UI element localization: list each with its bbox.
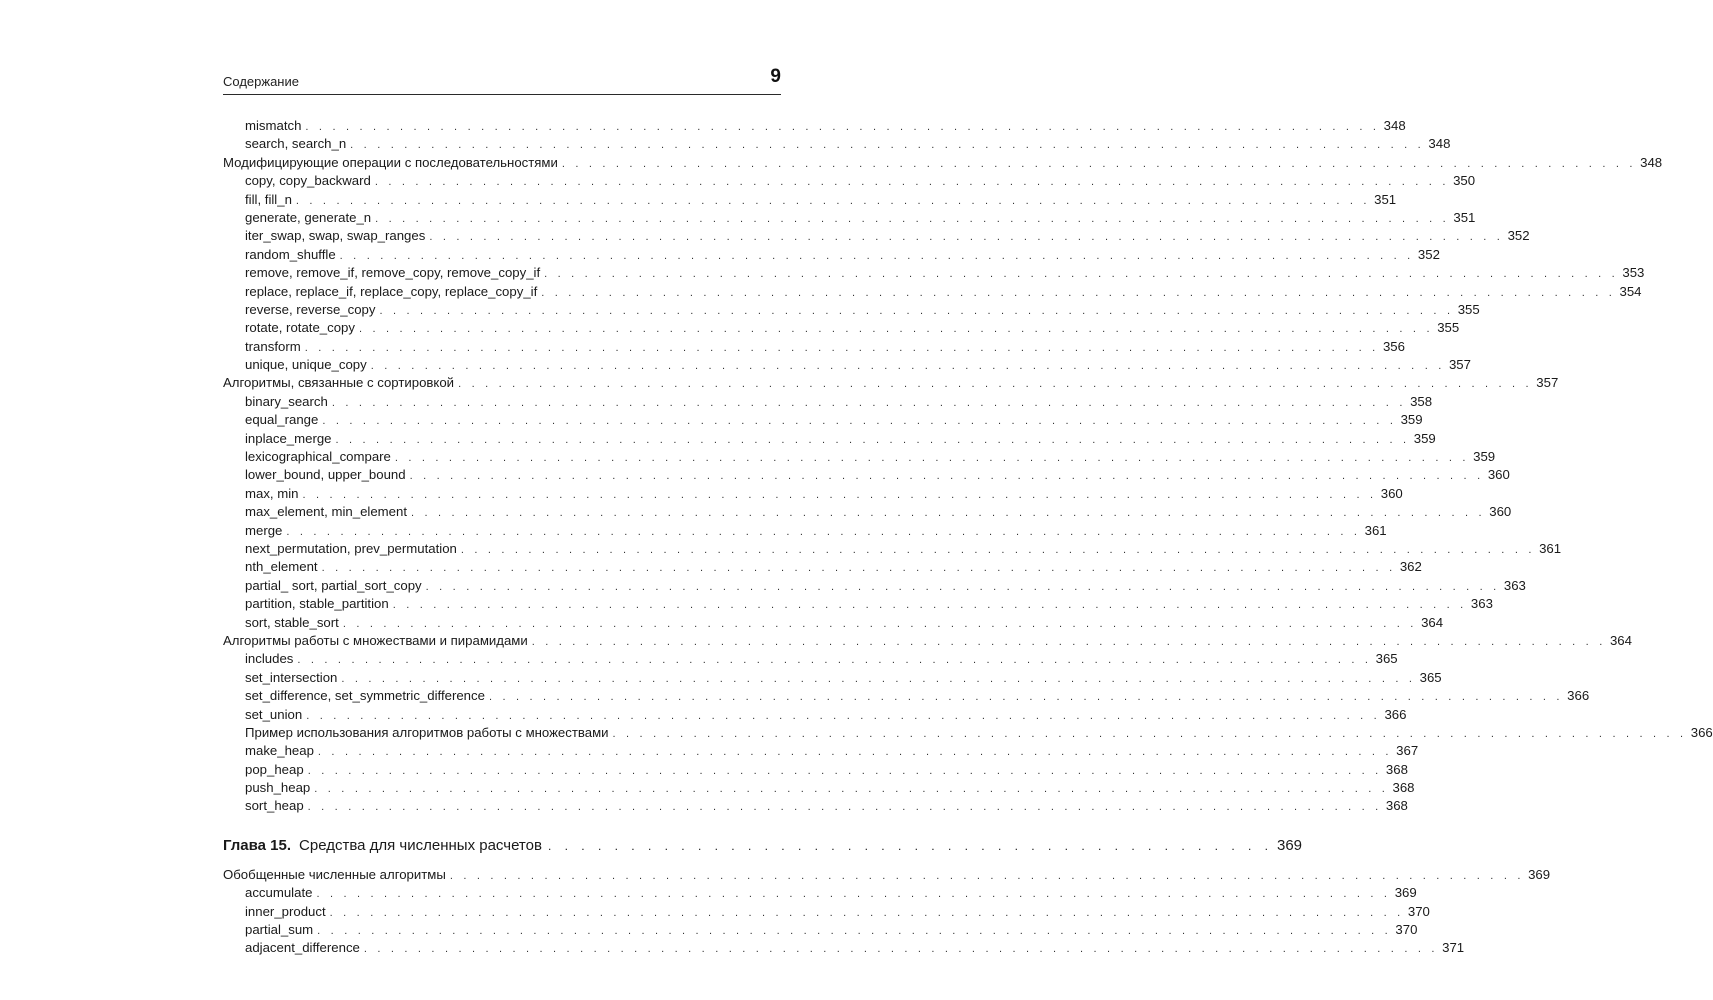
toc-subentry[interactable] [223, 319, 1460, 337]
toc-entry-page: 355 [1437, 320, 1460, 336]
toc-entry-label: set_union [245, 706, 303, 722]
dot-leader: . . . . . . . . . . . . . . . . . . . . . . . . . . . . . . . . . . . . . . . . . . . . . . . . . . . . . . . . . . . . . . . . . . . . . . . . . . . . . . . . [307, 764, 1382, 777]
dot-leader: . . . . . . . . . . . . . . . . . . . . . . . . . . . . . . . . . . . . . . . . . . . . . . . . . . . . . . . . . . . . . . . . . . . . . . . . . . . . . . . . [286, 525, 1361, 538]
toc-entry-page: 350 [1453, 173, 1476, 189]
toc-subentry[interactable] [223, 614, 1444, 632]
dot-leader: . . . . . . . . . . . . . . . . . . . . . . . . . . . . . . . . . . . . . . . . . . . . . . . . . . . . . . . . . . . . . . . . . . . . . . . . . . . . . . . . [460, 543, 1536, 556]
toc-section-entry[interactable] [223, 154, 1663, 172]
page-number: 9 [770, 66, 781, 87]
dot-leader: . . . . . . . . . . . . . . . . . . . . . . . . . . . . . . . . . . . . . . . . . . . . . . . . . . . . . . . . . . . . . . . . . . . . . . . . . . . . . . . . [458, 378, 1533, 391]
toc-entry-page: 368 [1392, 780, 1415, 796]
toc-subentry[interactable] [223, 411, 1423, 429]
toc-subentry[interactable] [223, 540, 1562, 558]
toc-section-after-chapter [223, 866, 1551, 958]
toc-entry-page: 353 [1622, 265, 1645, 281]
toc-entry-label: partial_ sort, partial_sort_copy [245, 577, 422, 593]
toc-entry-page: 359 [1473, 449, 1496, 465]
toc-entry-label: equal_range [245, 412, 319, 428]
toc-entry-page: 362 [1399, 559, 1422, 575]
dot-leader: . . . . . . . . . . . . . . . . . . . . . . . . . . . . . . . . . . . . . . . . . . . . . . . . . . . . . . . . . . . . . . . . . . . . . . . . . . . . . . . . [321, 562, 1396, 575]
toc-entry-label: next_permutation, prev_permutation [245, 540, 457, 556]
toc-entry-label: partition, stable_partition [245, 596, 389, 612]
toc-entry-label: mismatch [245, 118, 302, 133]
dot-leader: . . . . . . . . . . . . . . . . . . . . . . . . . . . . . . . . . . . . . . . . . . . . . . . . . . . . . . . . . . . . . . . . . . . . . . . . . . . . . . . . [305, 121, 1380, 133]
toc-entry-page: 351 [1374, 191, 1397, 207]
toc-subentry[interactable] [223, 448, 1496, 466]
running-header-title: Содержание [223, 74, 299, 89]
toc-subentry[interactable] [223, 283, 1642, 301]
dot-leader: . . . . . . . . . . . . . . . . . . . . . . . . . . . . . . . . . . . . . . . . . . . . . . . . . . . . . . . . . . . . . . . . . . . . . . . . . . . . . . . . [392, 599, 1467, 612]
dot-leader: . . . . . . . . . . . . . . . . . . . . . . . . . . . . . . . . . . . . . . . . . . . . . . . . . . . . . . . . . . . . . . . . . . . . . . . . . . . . . . . . [331, 396, 1407, 409]
toc-entry-page: 352 [1507, 228, 1530, 244]
toc-entry-page: 356 [1382, 338, 1405, 354]
toc-subentry[interactable] [223, 903, 1430, 921]
toc-entry-label: Алгоритмы работы с множествами и пирамидами [223, 632, 528, 648]
dot-leader: . . . . . . . . . . . . . . . . . . . . . . . . . . . . . . . . . . . . . . . . . . . . . . . . . . . . . . . . . . . . . . . . . . . . . . . . . . . . . . . . [531, 635, 1606, 648]
dot-leader: . . . . . . . . . . . . . . . . . . . . . . . . . . . . . . . . . . . . . . . . . . . . . . . . . . . . . . . . . . . . . . . . . . . . . . . . . . . . . . . . [425, 580, 1500, 593]
toc-subentry[interactable] [223, 485, 1403, 503]
toc-entry-label: Обобщенные численные алгоритмы [223, 866, 446, 882]
toc-entry-label: nth_element [245, 559, 318, 575]
dot-leader: . . . . . . . . . . . . . . . . . . . . . . . . . . . . . . . . . . . . . . . . . . . . . . . . . . . . . . . . . . . . . . . . . . . . . . . . . . . . . . . . [488, 691, 1564, 704]
toc-entry-label: inner_product [245, 903, 326, 919]
toc-subentry[interactable] [223, 430, 1436, 448]
toc-subentry[interactable] [223, 669, 1442, 687]
toc-subentry[interactable] [223, 595, 1493, 613]
dot-leader: . . . . . . . . . . . . . . . . . . . . . . . . . . . . . . . . . . . . . . . . . . . . . . . . . . . . . . . . . . . . . . . . . . . . . . . . . . . . . . . . [314, 783, 1389, 796]
toc-entry-label: reverse, reverse_copy [245, 301, 376, 317]
dot-leader: . . . . . . . . . . . . . . . . . . . . . . . . . . . . . . . . . . . . . . . . . . . . . . . . . . . . . . . . . . . . . . . . . . . . . . . . . . . . . . . . [541, 286, 1616, 299]
toc-subentry[interactable] [223, 466, 1510, 484]
toc-entry-label: Пример использования алгоритмов работы с множествами [245, 724, 609, 740]
toc-entry-page: 358 [1410, 393, 1433, 409]
toc-section-before-chapter [223, 117, 1713, 816]
toc-subentry[interactable] [223, 779, 1415, 797]
dot-leader: . . . . . . . . . . . . . . . . . . . . . . . . . . . . . . . . . . . . . . . . . . . . . . . . . . . . . . . . . . . . . . . . . . . . . . . . . . . . . . . . [307, 801, 1382, 814]
toc-entry-page: 348 [1428, 136, 1451, 152]
toc-subentry[interactable] [223, 884, 1417, 902]
toc-subentry[interactable] [223, 522, 1387, 540]
toc-entry-label: partial_sum [245, 922, 314, 938]
toc-entry-page: 360 [1380, 485, 1403, 501]
dot-leader: . . . . . . . . . . . . . . . . . . . . . . . . . . . . . . . . . . . . . . . . . . . . . . . . . . . . . . . . . . . . . . . . . . . . . . . . . . . . . . . . [409, 470, 1484, 483]
toc-entry-page: 361 [1364, 522, 1387, 538]
toc-entry-page: 366 [1567, 688, 1590, 704]
toc-entry-page: 369 [1394, 885, 1417, 901]
toc-entry-page: 348 [1640, 154, 1663, 170]
toc-entry-label: remove, remove_if, remove_copy, remove_copy_if [245, 265, 541, 281]
toc-entry-label: max, min [245, 485, 299, 501]
toc-section-entry[interactable] [223, 632, 1632, 650]
toc-entry-label: pop_heap [245, 761, 304, 777]
toc-entry-label: copy, copy_backward [245, 173, 371, 189]
toc-section-entry[interactable] [223, 374, 1559, 392]
toc-entry-page: 351 [1453, 209, 1476, 225]
toc-subentry[interactable] [223, 939, 1465, 957]
toc-entry-page: 363 [1503, 577, 1526, 593]
toc-section-entry[interactable] [223, 866, 1551, 884]
dot-leader: . . . . . . . . . . . . . . . . . . . . . . . . . . . . . . . . . . . . . . . . . . . . . . . . . . . . . . . . . . . . . . . . . . . . . . . . . . . . . . . . [429, 231, 1504, 244]
toc-subentry[interactable] [223, 687, 1590, 705]
toc-subentry[interactable] [223, 650, 1398, 668]
dot-leader: . . . . . . . . . . . . . . . . . . . . . . . . . . . . . . . . . . . . . . . . . . . . . . . . . . . . . . . . . . . . . . . . . . . . . . . . . . . . . . . . [379, 304, 1454, 317]
toc-entry-label: set_difference, set_symmetric_difference [245, 688, 485, 704]
dot-leader: . . . . . . . . . . . . . . . . . . . . . . . . . . . . . . . . . . . . . . . . . . . . . . . . . . . . . . . . . . . . . . . . . . . . . . . . . . . . . . . . [306, 709, 1381, 722]
toc-entry-label: push_heap [245, 780, 311, 796]
toc-entry-label: Модифицирующие операции с последовательностями [223, 154, 558, 170]
toc-entry-label: set_intersection [245, 669, 338, 685]
dot-leader: . . . . . . . . . . . . . . . . . . . . . . . . . . . . . . . . . . . . . . . . . . . . . . . . . . . . . . . . . . . . . . . . . . . . . . . . . . . . . . . . [317, 925, 1392, 938]
toc-entry-page: 364 [1609, 632, 1632, 648]
page-header [223, 66, 781, 95]
toc-entry-label: lower_bound, upper_bound [245, 467, 406, 483]
toc-entry-page: 357 [1448, 357, 1471, 373]
toc-subentry[interactable] [223, 706, 1407, 724]
toc-entry-label: lexicographical_compare [245, 449, 391, 465]
chapter-page: 369 [1277, 836, 1303, 854]
dot-leader: . . . . . . . . . . . . . . . . . . . . . . . . . . . . . . . . . . . . . . . . . . . . . . . . . . . . . . . . . . . . . . . . . . . . . . . . . . . . . . . . [317, 746, 1393, 759]
toc-subentry[interactable] [223, 135, 1451, 153]
dot-leader: . . . . . . . . . . . . . . . . . . . . . . . . . . . . . . . . . . . . . . . . . . . . . . . . . . . . . . . . . . . . . . . . . . . . . . . . . . . . . . . . [322, 415, 1397, 428]
toc-entry-label: sort_heap [245, 798, 304, 814]
dot-leader: . . . . . . . . . . . . . . . . . . . . . . . . . . . . . . . . . . . . . . . . . . . . . . . . . . . . . . . . . . . . . . . . . . . . . . . . . . . . . . . . [342, 617, 1418, 630]
toc-entry-page: 359 [1413, 430, 1436, 446]
toc-entry-page: 367 [1396, 743, 1419, 759]
toc-entry-label: sort, stable_sort [245, 614, 339, 630]
toc-entry-label: adjacent_difference [245, 940, 360, 956]
dot-leader: . . . . . . . . . . . . . . . . . . . . . . . . . . . . . . . . . . . . . . . . . . . . . . . . . . . . . . . . . . . . . . . . . . . . . . . . . . . . . . . . [411, 507, 1486, 520]
toc-entry-label: accumulate [245, 885, 313, 901]
toc-entry-label: search, search_n [245, 136, 347, 152]
dot-leader: . . . . . . . . . . . . . . . . . . . . . . . . . . . . . . . . . . . . . . . . . . . . . . . . . . . . . . . . . . . . . . . . . . . . . . . . . . . . . . . . [335, 433, 1410, 446]
toc-entry-page: 348 [1383, 118, 1406, 133]
toc-subentry[interactable] [223, 742, 1419, 760]
toc-entry-label: transform [245, 338, 301, 354]
toc-entry-page: 354 [1619, 283, 1642, 299]
toc-entry-label: make_heap [245, 743, 314, 759]
toc-subentry[interactable] [223, 724, 1713, 742]
dot-leader: . . . . . . . . . . . . . . . . . . . . . . . . . . . . . . . . . . . . . . . . . . . . . . . . . . . . . . . . . . . . . . . . . . . . . . . . . . . . . . . . [329, 906, 1404, 919]
toc-entry-page: 363 [1470, 596, 1493, 612]
toc-entry-page: 366 [1384, 706, 1407, 722]
toc-entry-label: binary_search [245, 393, 328, 409]
dot-leader: . . . . . . . . . . . . . . . . . . . . . . . . . . . . . . . . . . . . . . . . . . . . . . . . . . . . . . . . . . . . . . . . . . . . . . . . . . . . . . . . [341, 672, 1416, 685]
dot-leader: . . . . . . . . . . . . . . . . . . . . . . . . . . . . . . . . . . . . . . . . . . . . . . . . . . . . . . . . . . . . . . . . . . . . . . . . . . . . . . . . [363, 943, 1439, 956]
toc-entry-label: fill, fill_n [245, 191, 292, 207]
toc-subentry[interactable] [223, 246, 1440, 264]
toc-subentry[interactable] [223, 503, 1512, 521]
toc-entry-label: includes [245, 651, 294, 667]
toc-entry-page: 370 [1407, 903, 1430, 919]
toc-subentry[interactable] [223, 301, 1480, 319]
toc-entry-label: replace, replace_if, replace_copy, replace_copy_if [245, 283, 538, 299]
dot-leader: . . . . . . . . . . . . . . . . . . . . . . . . . . . . . . . . . . . . . . . . . . . . . . . . . . . . . . . . . . . . . . . . . . . . . . . . . . . . . . . . [302, 488, 1377, 501]
toc-subentry[interactable] [223, 761, 1408, 779]
dot-leader: . . . . . . . . . . . . . . . . . . . . . . . . . . . . . . . . . . . . . . . . . . . . . . . . . . . . . . . . . . . . . . . . . . . . . . . . . . . . . . . . [612, 727, 1687, 740]
dot-leader: . . . . . . . . . . . . . . . . . . . . . . . . . . . . . . . . . . . . . . . . . . . . . . . . . . . . . . . . . . . . . . . . . . . . . . . . . . . . . . . . [370, 360, 1445, 373]
toc-subentry[interactable] [223, 172, 1476, 190]
toc-subentry[interactable] [223, 227, 1530, 245]
toc-entry-page: 355 [1457, 301, 1480, 317]
toc-entry-page: 352 [1417, 246, 1440, 262]
toc-entry-page: 369 [1528, 866, 1551, 882]
toc-entry-page: 366 [1690, 724, 1713, 740]
toc-entry-page: 371 [1442, 940, 1465, 956]
dot-leader: . . . . . . . . . . . . . . . . . . . . . . . . . . . . . . . . . . . . . . . . . . . . . . . . . . . . . . . . . . . . . . . . . . . . . . . . . . . . . . . . [339, 249, 1414, 262]
toc-subentry[interactable] [223, 393, 1433, 411]
toc-entry-page: 359 [1400, 412, 1423, 428]
toc-subentry[interactable] [223, 191, 1397, 209]
dot-leader: . . . . . . . . . . . . . . . . . . . . . . . . . . . . . . . . . . . . . . . . . . . . . . . . . . . . . . . . . . . . . . . . . . . . . . . . . . . . . . . . [374, 176, 1450, 189]
toc-entry-label: max_element, min_element [245, 504, 407, 520]
toc-subentry[interactable] [223, 921, 1418, 939]
dot-leader: . . . . . . . . . . . . . . . . . . . . . . . . . . . . . . . . . . . . . . . . . . . . . . . . . . . . . . . . . . . . . . . . . . . . . . . . . . . . . . . . [561, 157, 1637, 170]
chapter-number: Глава 15. [223, 836, 292, 854]
dot-leader: . . . . . . . . . . . . . . . . . . . . . . . . . . . . . . . . . . . . . . . . . . . . . . . . . . . . . . . . . . . . . . . . . . . . . . . . . . . . . . . . [304, 341, 1379, 354]
dot-leader: . . . . . . . . . . . . . . . . . . . . . . . . . . . . . . . . . . . . . . . . . . . . . . . . . . . . . . . . . . . . . . . . . . . . . . . . . . . . . . . . [350, 139, 1425, 152]
toc-entry-label: rotate, rotate_copy [245, 320, 355, 336]
dot-leader: . . . . . . . . . . . . . . . . . . . . . . . . . . . . . . . . . . . . . . . . . . . . . . . . . . . . . . . . . . . . . . . . . . . . . . . . . . . . . . . . [358, 323, 1434, 336]
toc-entry-page: 364 [1421, 614, 1444, 630]
toc-entry-page: 368 [1385, 761, 1408, 777]
toc-subentry[interactable] [223, 264, 1645, 282]
dot-leader: . . . . . . . . . . . . . . . . . . . . . . . . . . . . . . . . . . . . . . . . . . . . . . . . . . . . . . . . . . . . . . . . . . . . . . . . . . . . . . . . [394, 452, 1470, 465]
toc-subentry[interactable] [223, 356, 1471, 374]
toc-entry-label: inplace_merge [245, 430, 332, 446]
toc-entry-page: 360 [1487, 467, 1510, 483]
toc-entry-page: 365 [1375, 651, 1398, 667]
toc-subentry[interactable] [223, 117, 1406, 135]
toc-entry-page: 357 [1536, 375, 1559, 391]
toc-subentry[interactable] [223, 338, 1405, 356]
toc-entry-page: 368 [1385, 798, 1408, 814]
toc-subentry[interactable] [223, 558, 1422, 576]
dot-leader: . . . . . . . . . . . . . . . . . . . . . . . . . . . . . . . . . . . . . . . . . . . . . . . . . . . . . . . . . . . . . . . . . . . . . . . . . . . . . . . . [375, 212, 1450, 225]
table-of-contents [223, 117, 1713, 958]
toc-subentry[interactable] [223, 209, 1476, 227]
toc-entry-label: iter_swap, swap, swap_ranges [245, 228, 426, 244]
toc-entry-label: unique, unique_copy [245, 357, 367, 373]
toc-entry-label: merge [245, 522, 283, 538]
toc-entry-label: random_shuffle [245, 246, 336, 262]
toc-subentry[interactable] [223, 577, 1526, 595]
toc-entry-label: Алгоритмы, связанные с сортировкой [223, 375, 455, 391]
dot-leader: . . . . . . . . . . . . . . . . . . . . . . . . . . . . . . . . . . . . . . . . . . . . [547, 838, 1273, 853]
dot-leader: . . . . . . . . . . . . . . . . . . . . . . . . . . . . . . . . . . . . . . . . . . . . . . . . . . . . . . . . . . . . . . . . . . . . . . . . . . . . . . . . [297, 654, 1372, 667]
toc-entry-page: 365 [1419, 669, 1442, 685]
toc-entry-page: 361 [1539, 540, 1562, 556]
chapter-title: Средства для численных расчетов [299, 836, 542, 854]
dot-leader: . . . . . . . . . . . . . . . . . . . . . . . . . . . . . . . . . . . . . . . . . . . . . . . . . . . . . . . . . . . . . . . . . . . . . . . . . . . . . . . . [316, 888, 1391, 901]
chapter-heading[interactable] [223, 834, 1303, 858]
dot-leader: . . . . . . . . . . . . . . . . . . . . . . . . . . . . . . . . . . . . . . . . . . . . . . . . . . . . . . . . . . . . . . . . . . . . . . . . . . . . . . . . [544, 268, 1619, 281]
toc-entry-label: generate, generate_n [245, 209, 372, 225]
toc-entry-page: 370 [1395, 922, 1418, 938]
toc-entry-page: 360 [1489, 504, 1512, 520]
dot-leader: . . . . . . . . . . . . . . . . . . . . . . . . . . . . . . . . . . . . . . . . . . . . . . . . . . . . . . . . . . . . . . . . . . . . . . . . . . . . . . . . [295, 194, 1371, 207]
dot-leader: . . . . . . . . . . . . . . . . . . . . . . . . . . . . . . . . . . . . . . . . . . . . . . . . . . . . . . . . . . . . . . . . . . . . . . . . . . . . . . . . [449, 869, 1525, 882]
toc-subentry[interactable] [223, 797, 1408, 815]
